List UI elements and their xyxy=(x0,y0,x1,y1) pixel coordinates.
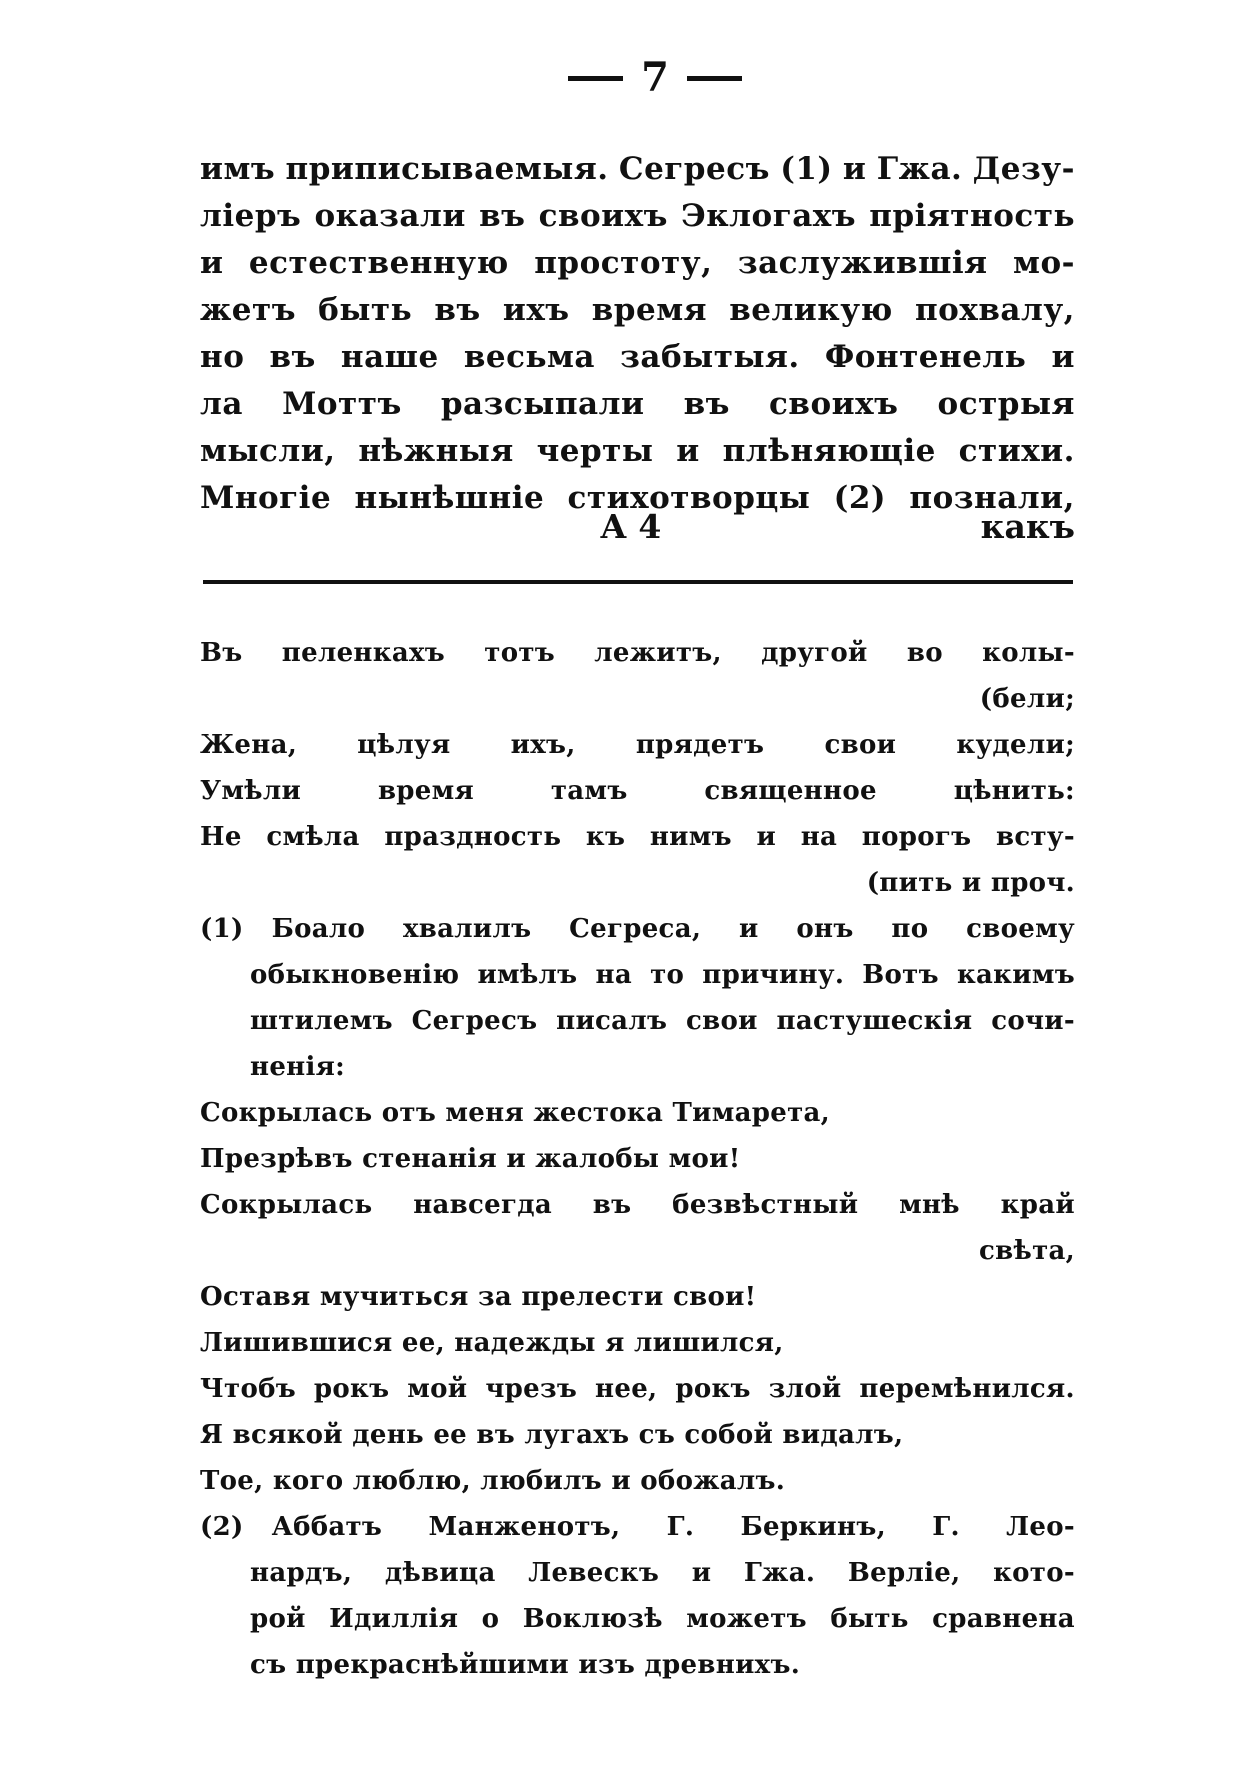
verse1-line-2 xyxy=(200,714,1075,760)
word: праздность xyxy=(384,822,562,852)
word: хвалилъ xyxy=(402,914,532,944)
verse-line: Я всякой день ее въ лугахъ съ собой видалъ, xyxy=(200,1420,904,1450)
word: и xyxy=(691,1558,712,1588)
verse2-line-7 xyxy=(200,1404,1075,1450)
verse1-line-3 xyxy=(200,760,1075,806)
word: ихъ xyxy=(502,292,570,328)
catchword: какъ xyxy=(980,507,1075,546)
word: стихи. xyxy=(958,433,1075,469)
verse-line: Оставя мучиться за прелести свои! xyxy=(200,1282,757,1312)
verse2-line-5 xyxy=(200,1312,1075,1358)
word: и xyxy=(738,914,759,944)
main-line-1 xyxy=(200,140,1075,187)
word: своихъ xyxy=(538,198,668,234)
word: перемѣнился. xyxy=(859,1374,1075,1404)
verse2-line-3-cont xyxy=(200,1220,1075,1266)
verse2-line-4 xyxy=(200,1266,1075,1312)
word: смѣла xyxy=(266,822,360,852)
word: Левескъ xyxy=(528,1558,660,1588)
word: о xyxy=(481,1604,500,1634)
word: стихотворцы xyxy=(567,480,811,516)
main-text xyxy=(200,140,1075,516)
note-2-first-line xyxy=(200,1496,1075,1542)
word: цѣлуя xyxy=(357,730,451,760)
word: весьма xyxy=(463,339,596,375)
word: быть xyxy=(830,1604,909,1634)
word: забытыя. xyxy=(620,339,800,375)
verse-continuation: (пить и проч. xyxy=(866,868,1075,898)
word: колы- xyxy=(982,638,1075,668)
verse-line: Презрѣвъ стенанія и жалобы мои! xyxy=(200,1144,741,1174)
word: тамъ xyxy=(550,776,628,806)
note-2-end: съ прекраснѣйшими изъ древнихъ. xyxy=(250,1650,801,1680)
word: злой xyxy=(768,1374,842,1404)
note-2-line-2 xyxy=(200,1542,1075,1588)
word: цѣнить: xyxy=(953,776,1075,806)
verse2-line-2 xyxy=(200,1128,1075,1174)
note-2-line-3 xyxy=(200,1588,1075,1634)
main-line-7 xyxy=(200,422,1075,469)
word: мысли, xyxy=(200,433,336,469)
word: всту- xyxy=(995,822,1075,852)
word: Умѣли xyxy=(200,776,302,806)
note-1-marker: (1) xyxy=(200,914,244,944)
word: ихъ, xyxy=(510,730,576,760)
word: Воклюзѣ xyxy=(522,1604,663,1634)
word: то xyxy=(650,960,685,990)
word: (1) xyxy=(780,151,833,187)
word: и xyxy=(842,151,867,187)
word: острыя xyxy=(937,386,1075,422)
word: Сокрылась xyxy=(200,1190,373,1220)
word: лежитъ, xyxy=(594,638,722,668)
word: Беркинъ, xyxy=(740,1512,886,1542)
word: сочи- xyxy=(991,1006,1075,1036)
word: нынѣшніе xyxy=(354,480,545,516)
word: Моттъ xyxy=(282,386,402,422)
word: въ xyxy=(479,198,526,234)
word: быть xyxy=(318,292,413,328)
note-2-marker: (2) xyxy=(200,1512,244,1542)
word: Эклогахъ xyxy=(681,198,857,234)
word: черты xyxy=(536,433,654,469)
word: причину. xyxy=(702,960,845,990)
word: нѣжныя xyxy=(358,433,514,469)
note-1-end: ненія: xyxy=(250,1052,346,1082)
word: Сегреса, xyxy=(569,914,702,944)
word: Дезу- xyxy=(972,151,1075,187)
word: жетъ xyxy=(200,292,297,328)
word: приписываемыя. xyxy=(285,151,609,187)
word: кудели; xyxy=(956,730,1075,760)
word: пріятность xyxy=(869,198,1075,234)
word: свои xyxy=(685,1006,758,1036)
verse-continuation: (бели; xyxy=(979,684,1075,714)
word: Чтобъ xyxy=(200,1374,296,1404)
word: Фонтенель xyxy=(824,339,1027,375)
word: въ xyxy=(683,386,730,422)
word: великую xyxy=(729,292,893,328)
word: Гжа. xyxy=(743,1558,816,1588)
word: къ xyxy=(585,822,626,852)
verse1-line-1 xyxy=(200,622,1075,668)
verse-line: Тое, кого люблю, любилъ и обожалъ. xyxy=(200,1466,786,1496)
page-number-header xyxy=(540,54,770,101)
word: (2) xyxy=(833,480,887,516)
word: ла xyxy=(200,386,243,422)
word: познали, xyxy=(909,480,1075,516)
word: Гжа. xyxy=(876,151,963,187)
word: безвѣстный xyxy=(672,1190,859,1220)
word: мой xyxy=(407,1374,468,1404)
word: пастушескія xyxy=(776,1006,973,1036)
word: имъ xyxy=(200,151,276,187)
word: разсыпали xyxy=(440,386,645,422)
word: Не xyxy=(200,822,242,852)
verse1-line-1-cont xyxy=(200,668,1075,714)
word: онъ xyxy=(796,914,854,944)
word: мо- xyxy=(1013,245,1075,281)
word: похвалу, xyxy=(914,292,1075,328)
word: время xyxy=(591,292,708,328)
word: Идиллія xyxy=(329,1604,459,1634)
word: Г. xyxy=(666,1512,695,1542)
verse1-line-4 xyxy=(200,806,1075,852)
word: Лео- xyxy=(1006,1512,1075,1542)
word: Г. xyxy=(932,1512,960,1542)
word: плѣняющіе xyxy=(722,433,936,469)
word: писалъ xyxy=(556,1006,668,1036)
word: и xyxy=(676,433,700,469)
word: ліеръ xyxy=(200,198,302,234)
word: край xyxy=(1000,1190,1075,1220)
word: Сегресъ xyxy=(411,1006,538,1036)
word: сравнена xyxy=(932,1604,1075,1634)
word: рокъ xyxy=(675,1374,751,1404)
word: рой xyxy=(250,1604,306,1634)
word: Сегресъ xyxy=(618,151,770,187)
verse2-line-6 xyxy=(200,1358,1075,1404)
word: навсегда xyxy=(413,1190,553,1220)
word: но xyxy=(200,339,245,375)
note-1-line-4 xyxy=(200,1036,1075,1082)
word: во xyxy=(906,638,943,668)
word: мнѣ xyxy=(899,1190,960,1220)
footnotes xyxy=(200,622,1075,1680)
note-2-text xyxy=(272,1512,1075,1542)
word: и xyxy=(756,822,777,852)
word: Жена, xyxy=(200,730,298,760)
word: на xyxy=(800,822,838,852)
word: нее, xyxy=(595,1374,658,1404)
word: нардъ, xyxy=(250,1558,353,1588)
word: Многіе xyxy=(200,480,332,516)
word: прядетъ xyxy=(635,730,765,760)
word: обыкновенію xyxy=(250,960,460,990)
verse-line: Лишившися ее, надежды я лишился, xyxy=(200,1328,784,1358)
verse2-line-8 xyxy=(200,1450,1075,1496)
verse2-line-3 xyxy=(200,1174,1075,1220)
note-1-text xyxy=(272,914,1075,944)
note-2-line-4 xyxy=(200,1634,1075,1680)
note-1-first-line xyxy=(200,898,1075,944)
word: своему xyxy=(966,914,1075,944)
page-number: 7 xyxy=(641,54,669,101)
word: естественную xyxy=(248,245,509,281)
word: по xyxy=(891,914,929,944)
left-dash xyxy=(568,76,623,81)
word: тотъ xyxy=(484,638,555,668)
note-1-line-2 xyxy=(200,944,1075,990)
word: Манженотъ, xyxy=(428,1512,621,1542)
word: пеленкахъ xyxy=(281,638,446,668)
word: священное xyxy=(704,776,877,806)
word: оказали xyxy=(314,198,466,234)
word: Аббатъ xyxy=(271,1512,383,1542)
word: дѣвица xyxy=(384,1558,496,1588)
word: простоту, xyxy=(534,245,713,281)
word: рокъ xyxy=(313,1374,390,1404)
signature-line xyxy=(200,500,1075,546)
word: своихъ xyxy=(769,386,899,422)
main-line-5 xyxy=(200,328,1075,375)
word: и xyxy=(200,245,224,281)
verse-continuation: свѣта, xyxy=(979,1236,1075,1266)
word: въ xyxy=(434,292,481,328)
word: чрезъ xyxy=(485,1374,578,1404)
note-1-line-3 xyxy=(200,990,1075,1036)
word: свои xyxy=(824,730,897,760)
word: въ xyxy=(592,1190,632,1220)
word: имѣлъ xyxy=(477,960,578,990)
word: кото- xyxy=(993,1558,1075,1588)
word: время xyxy=(377,776,475,806)
footnote-divider xyxy=(203,580,1073,584)
word: порогъ xyxy=(861,822,972,852)
verse2-line-1 xyxy=(200,1082,1075,1128)
word: можетъ xyxy=(686,1604,807,1634)
word: какимъ xyxy=(956,960,1075,990)
main-line-3 xyxy=(200,234,1075,281)
word: наше xyxy=(340,339,439,375)
main-line-6 xyxy=(200,375,1075,422)
word: на xyxy=(595,960,632,990)
right-dash xyxy=(687,76,742,81)
word: штилемъ xyxy=(250,1006,393,1036)
main-line-2 xyxy=(200,187,1075,234)
word: въ xyxy=(269,339,316,375)
signature-mark: А 4 xyxy=(600,507,662,546)
word: нимъ xyxy=(649,822,732,852)
word: заслужившія xyxy=(737,245,988,281)
word: Верліе, xyxy=(847,1558,961,1588)
verse1-line-4-cont xyxy=(200,852,1075,898)
word: другой xyxy=(761,638,868,668)
word: Боало xyxy=(271,914,366,944)
verse-line: Сокрылась отъ меня жестока Тимарета, xyxy=(200,1098,830,1128)
word: и xyxy=(1051,339,1075,375)
word: Вотъ xyxy=(862,960,939,990)
word: Въ xyxy=(200,638,243,668)
main-line-4 xyxy=(200,281,1075,328)
